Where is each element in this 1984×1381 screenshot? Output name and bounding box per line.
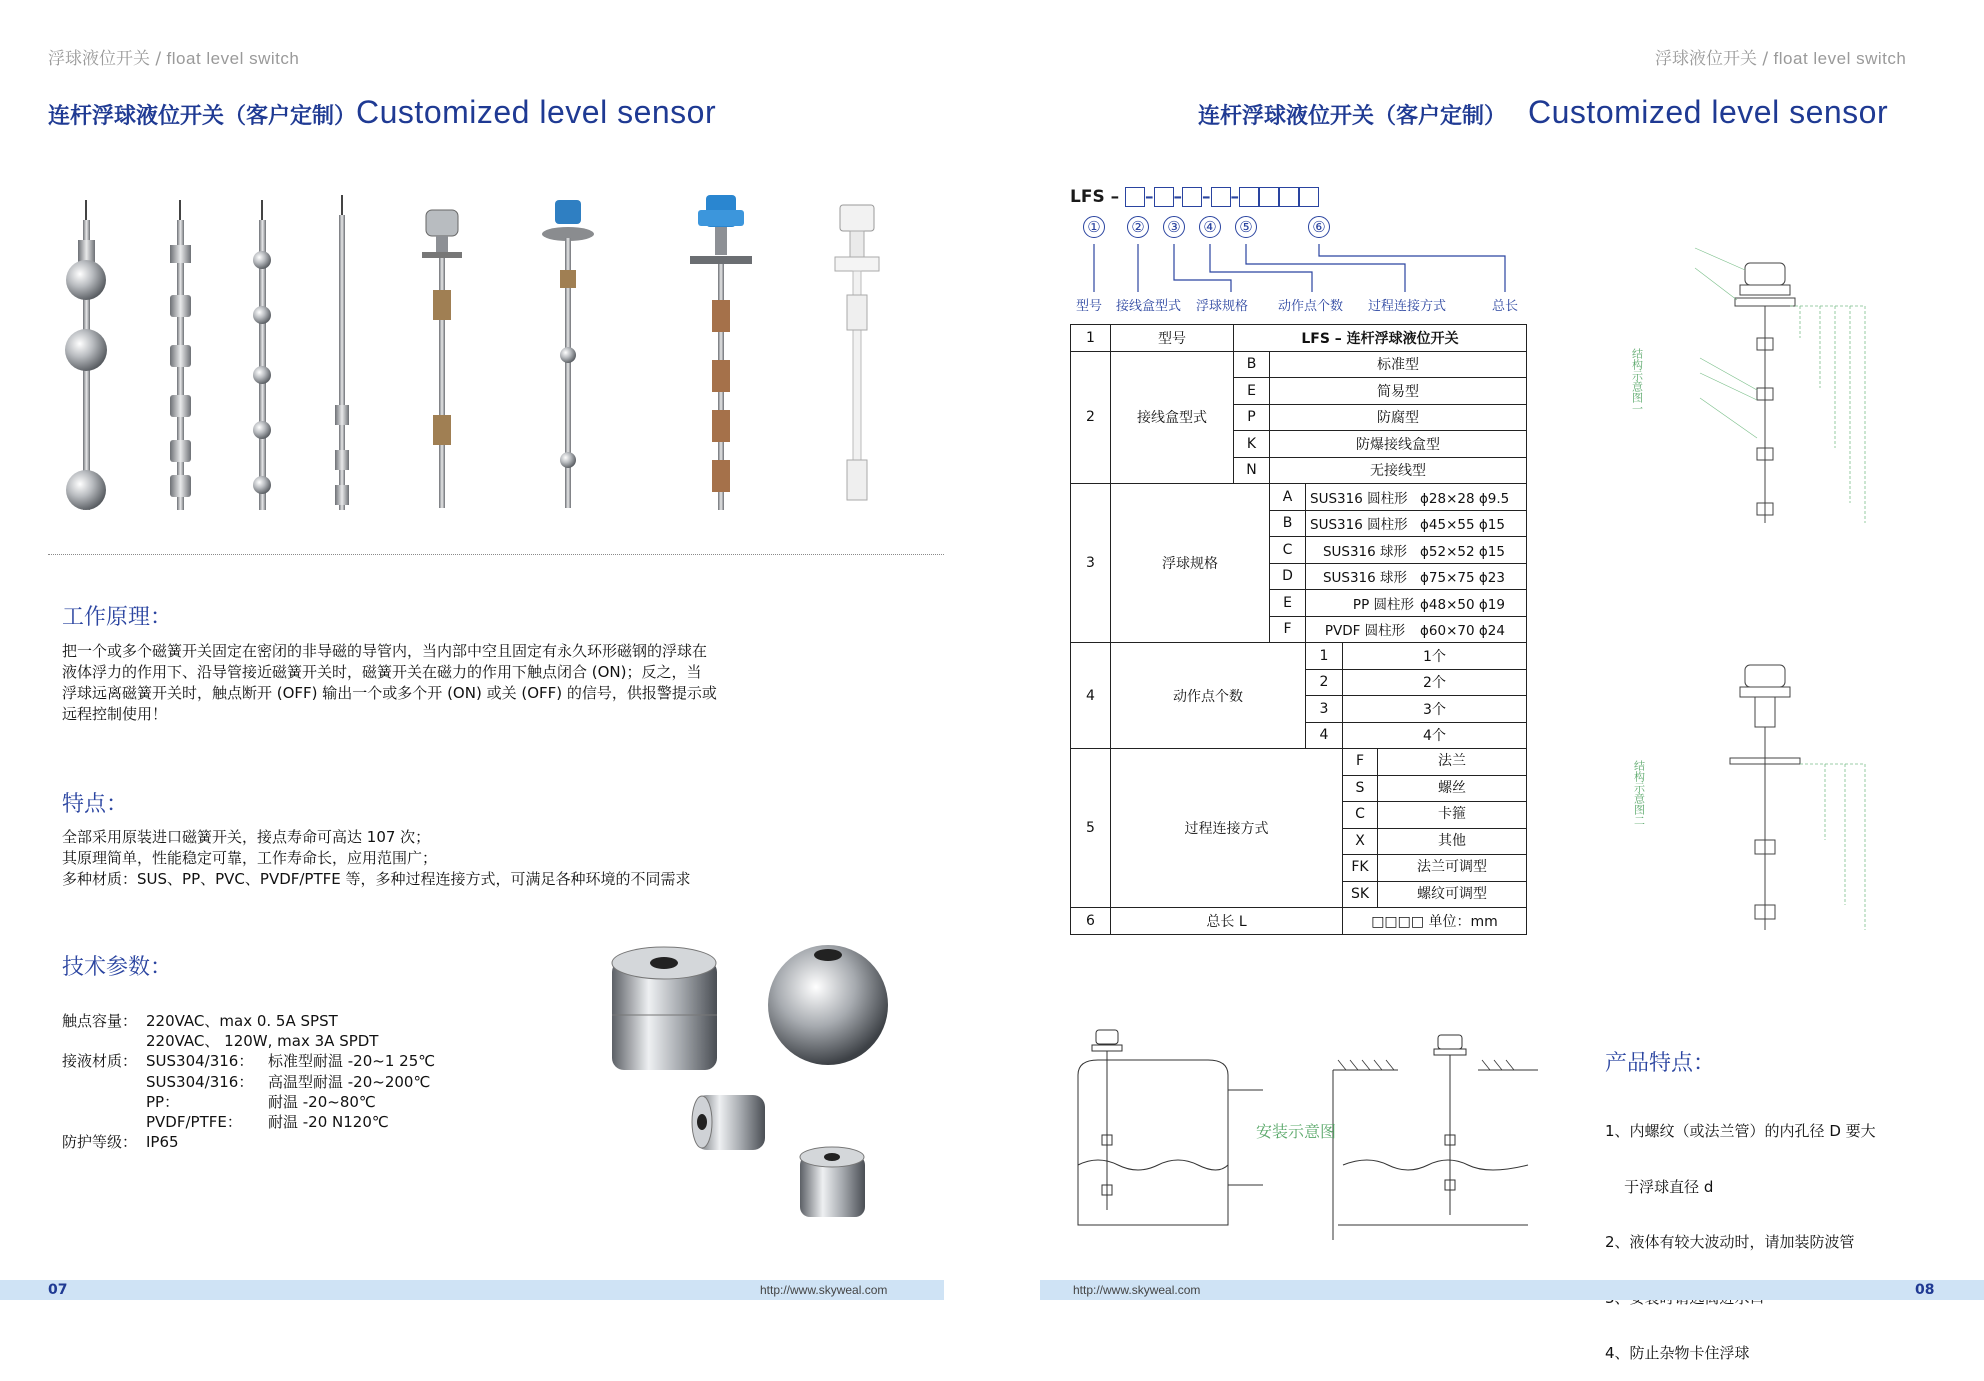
left-page-title	[48, 94, 716, 131]
code-box	[1182, 187, 1202, 207]
spec-code: P	[1234, 404, 1270, 431]
tech-heading: 技术参数：	[62, 955, 173, 980]
code-box	[1259, 187, 1279, 207]
spec-option: 4个	[1343, 722, 1527, 749]
left-title-cn: 连杆浮球液位开关（客户定制）	[48, 104, 357, 129]
spec-float-size: ϕ75×75 ϕ23	[1420, 570, 1505, 587]
tech-value: SUS304/316：	[146, 1052, 254, 1071]
tech-value: 220VAC、 120W, max 3A SPDT	[146, 1032, 379, 1051]
structure-diagram-1-side: 结构示意图一	[1630, 348, 1644, 414]
spec-option: 3个	[1343, 696, 1527, 723]
spec-row-6	[1071, 908, 1527, 935]
spec-code: E	[1234, 378, 1270, 405]
right-page-title	[1198, 94, 1888, 131]
installation-drawing	[1068, 1015, 1538, 1245]
code-number: ①	[1083, 216, 1105, 238]
install-label: 安装示意图	[1256, 1122, 1337, 1141]
right-title-cn: 连杆浮球液位开关（客户定制）	[1198, 104, 1507, 129]
right-title-en: Customized level sensor	[1528, 94, 1889, 130]
spec-code: 3	[1306, 696, 1343, 723]
structure-diagram-2-side: 结构示意图二	[1632, 760, 1646, 826]
code-box	[1299, 187, 1319, 207]
tech-key	[62, 1092, 146, 1112]
spec-float-size: ϕ48×50 ϕ19	[1420, 596, 1505, 613]
installation-diagram	[1068, 1015, 1538, 1245]
spec-float-type: SUS316 圆柱形	[1310, 490, 1408, 507]
spec-option-text: 法兰	[1438, 753, 1466, 769]
principle-line: 浮球远离磁簧开关时，触点断开 (OFF) 输出一个或多个开 (ON) 或关 (OFF) 的信号，供报警提示或	[62, 684, 717, 702]
tech-value: PP：	[146, 1092, 180, 1111]
left-header-sep: /	[155, 49, 162, 69]
spec-float-size: ϕ28×28 ϕ9.5	[1420, 490, 1510, 507]
code-number: ②	[1127, 216, 1149, 238]
spec-code: F	[1343, 749, 1378, 775]
spec-code: K	[1234, 431, 1270, 458]
spec-name: 过程连接方式	[1111, 749, 1343, 908]
spec-code: N	[1234, 457, 1270, 484]
tech-table	[62, 1011, 435, 1152]
spec-float-type: SUS316 球形	[1322, 543, 1408, 560]
spec-option-text: 螺纹可调型	[1417, 885, 1487, 902]
product-feature-item: 1、内螺纹（或法兰管）的内孔径 D 要大	[1605, 1122, 1876, 1140]
tech-key: 防护等级：	[62, 1133, 138, 1152]
spec-value: LFS – 连杆浮球液位开关	[1234, 325, 1527, 352]
code-prefix: LFS –	[1070, 187, 1120, 207]
product-features-heading: 产品特点：	[1605, 1051, 1716, 1076]
feature-line: 其原理简单，性能稳定可靠，工作寿命长，应用范围广；	[62, 849, 438, 867]
features-heading: 特点：	[62, 792, 129, 817]
spec-code: SK	[1343, 882, 1378, 908]
spec-option: 简易型	[1270, 378, 1527, 405]
spec-option-text: 其他	[1438, 832, 1466, 849]
tech-value: 耐温 -20~80℃	[268, 1092, 376, 1111]
structure-diagram-2	[1625, 640, 1885, 940]
code-label: 过程连接方式	[1368, 299, 1447, 314]
spec-option	[1306, 616, 1527, 643]
structure-diagram-2-drawing	[1625, 640, 1885, 940]
tech-key	[62, 1112, 146, 1132]
product-5	[422, 210, 462, 508]
spec-num: 1	[1071, 325, 1111, 352]
principle-line: 把一个或多个磁簧开关固定在密闭的非导磁的导管内，当内部中空且固定有永久环形磁钢的浮球在	[62, 642, 708, 660]
spec-option	[1343, 881, 1527, 908]
spec-option: 防腐型	[1270, 404, 1527, 431]
left-page-number: 07	[48, 1282, 68, 1298]
product-feature-item: 2、液体有较大波动时，请加装防波管	[1605, 1233, 1855, 1251]
left-header-cn: 浮球液位开关	[48, 49, 150, 69]
spec-code: C	[1270, 537, 1306, 564]
spec-name: 动作点个数	[1111, 643, 1306, 749]
product-8	[835, 205, 879, 500]
code-label: 浮球规格	[1196, 299, 1249, 314]
code-box	[1125, 187, 1145, 207]
tech-value: IP65	[146, 1133, 179, 1152]
spec-table-wrap	[1070, 324, 1526, 935]
spec-name: 浮球规格	[1111, 484, 1270, 643]
code-box	[1211, 187, 1231, 207]
spec-option-text: 法兰可调型	[1417, 859, 1487, 875]
spec-float-type: SUS316 圆柱形	[1310, 517, 1408, 534]
code-label: 接线盒型式	[1116, 299, 1182, 314]
spec-code: D	[1270, 563, 1306, 590]
tech-params	[62, 1011, 435, 1152]
spec-code: A	[1270, 484, 1306, 511]
spec-code: C	[1343, 802, 1378, 828]
right-header	[1655, 44, 1906, 69]
cylinder-float-large	[612, 947, 717, 1070]
tech-key: 触点容量：	[62, 1012, 138, 1030]
cylinder-float-mini	[800, 1147, 865, 1217]
float-balls-photo	[600, 935, 930, 1235]
spec-code: 2	[1306, 669, 1343, 696]
spec-num: 3	[1071, 484, 1111, 643]
tech-value: PVDF/PTFE：	[146, 1113, 242, 1132]
spec-code: 1	[1306, 643, 1343, 670]
left-divider	[48, 554, 944, 555]
spec-name: 型号	[1111, 325, 1234, 352]
spec-option-text: 螺丝	[1438, 779, 1466, 796]
product-feature-item: 4、防止杂物卡住浮球	[1605, 1344, 1750, 1362]
spec-option	[1343, 855, 1527, 882]
tech-key: 接液材质：	[62, 1052, 138, 1071]
principle-heading: 工作原理：	[62, 605, 173, 630]
code-label: 型号	[1076, 299, 1103, 314]
tech-value: 220VAC、max 0. 5A SPST	[146, 1012, 338, 1030]
code-label: 总长	[1492, 299, 1519, 314]
product-1	[65, 200, 107, 510]
right-page-number: 08	[1915, 1282, 1935, 1298]
left-header	[48, 44, 299, 69]
tech-key	[62, 1072, 146, 1092]
code-box	[1279, 187, 1299, 207]
spec-option	[1343, 775, 1527, 802]
left-header-en: float level switch	[166, 49, 300, 68]
product-3	[253, 200, 271, 510]
tech-value: 标准型耐温 -20~1 25℃	[268, 1052, 436, 1071]
right-header-sep: /	[1762, 49, 1769, 69]
spec-code: S	[1343, 776, 1378, 802]
spec-code: E	[1270, 590, 1306, 617]
spec-float-type: PVDF 圆柱形	[1324, 623, 1406, 640]
code-box	[1154, 187, 1174, 207]
tech-value: 耐温 -20 N120℃	[268, 1113, 389, 1132]
spec-code: FK	[1343, 855, 1378, 881]
principle-line: 液体浮力的作用下、沿导管接近磁簧开关时，磁簧开关在磁力的作用下触点闭合 (ON)；反之，当	[62, 663, 702, 681]
principle-line: 远程控制使用！	[62, 705, 168, 723]
spec-num: 2	[1071, 351, 1111, 484]
spec-code: B	[1234, 351, 1270, 378]
spec-table	[1070, 324, 1527, 935]
right-header-en: float level switch	[1773, 49, 1907, 68]
spec-float-size: ϕ52×52 ϕ15	[1420, 543, 1505, 560]
model-code: LFS – – – – –	[1070, 187, 1319, 207]
spec-num: 6	[1071, 908, 1111, 935]
code-label: 动作点个数	[1278, 299, 1344, 314]
code-number: ③	[1163, 216, 1185, 238]
tech-value: 高温型耐温 -20~200℃	[268, 1072, 431, 1091]
left-url[interactable]: http://www.skyweal.com	[760, 1283, 888, 1297]
spec-value: □□□□ 单位：mm	[1343, 908, 1527, 935]
spec-code: F	[1270, 616, 1306, 643]
spec-option	[1343, 802, 1527, 829]
spec-option	[1306, 537, 1527, 564]
code-connectors	[1060, 240, 1520, 302]
spec-option	[1343, 828, 1527, 855]
code-number: ⑤	[1235, 216, 1257, 238]
feature-line: 多种材质：SUS、PP、PVC、PVDF/PTFE 等，多种过程连接方式，可满足各种环境的不同需求	[62, 870, 691, 888]
spec-option	[1343, 749, 1527, 776]
right-url[interactable]: http://www.skyweal.com	[1073, 1283, 1201, 1297]
spec-num: 4	[1071, 643, 1111, 749]
spec-option	[1306, 484, 1527, 511]
spec-name: 接线盒型式	[1111, 351, 1234, 484]
tech-value: SUS304/316：	[146, 1072, 254, 1091]
product-2	[170, 200, 191, 510]
spec-option: 1个	[1343, 643, 1527, 670]
float-balls-image	[600, 935, 930, 1235]
code-box	[1239, 187, 1259, 207]
product-features-list	[1605, 1085, 1876, 1381]
product-6	[542, 200, 594, 508]
principle-text	[62, 641, 802, 725]
spec-option	[1306, 563, 1527, 590]
code-number: ⑥	[1308, 216, 1330, 238]
spec-option: 防爆接线盒型	[1270, 431, 1527, 458]
features-text	[62, 827, 822, 890]
spec-option: 标准型	[1270, 351, 1527, 378]
spec-float-size: ϕ60×70 ϕ24	[1420, 623, 1505, 640]
spec-code: X	[1343, 829, 1378, 855]
code-number: ④	[1199, 216, 1221, 238]
structure-diagram-1-drawing	[1625, 238, 1885, 538]
structure-diagram-1	[1625, 238, 1885, 538]
product-feature-item: 于浮球直径 d	[1605, 1177, 1714, 1196]
spec-name: 总长 L	[1111, 908, 1343, 935]
cylinder-float-small	[692, 1095, 765, 1150]
spec-option: 2个	[1343, 669, 1527, 696]
spec-float-size: ϕ45×55 ϕ15	[1420, 517, 1505, 534]
sphere-float	[768, 945, 888, 1065]
tech-key	[62, 1031, 146, 1051]
spec-float-type: SUS316 球形	[1322, 570, 1408, 587]
spec-option: 无接线型	[1270, 457, 1527, 484]
spec-row-1	[1071, 325, 1527, 352]
spec-num: 5	[1071, 749, 1111, 908]
spec-option	[1306, 510, 1527, 537]
spec-option-text: 卡箍	[1438, 806, 1466, 822]
spec-code: 4	[1306, 722, 1343, 749]
spec-option	[1306, 590, 1527, 617]
spec-code: B	[1270, 510, 1306, 537]
spec-float-type: PP 圆柱形	[1352, 596, 1414, 613]
left-title-en: Customized level sensor	[356, 94, 717, 130]
feature-line: 全部采用原装进口磁簧开关，接点寿命可高达 107 次；	[62, 828, 431, 846]
right-header-cn: 浮球液位开关	[1655, 49, 1757, 69]
